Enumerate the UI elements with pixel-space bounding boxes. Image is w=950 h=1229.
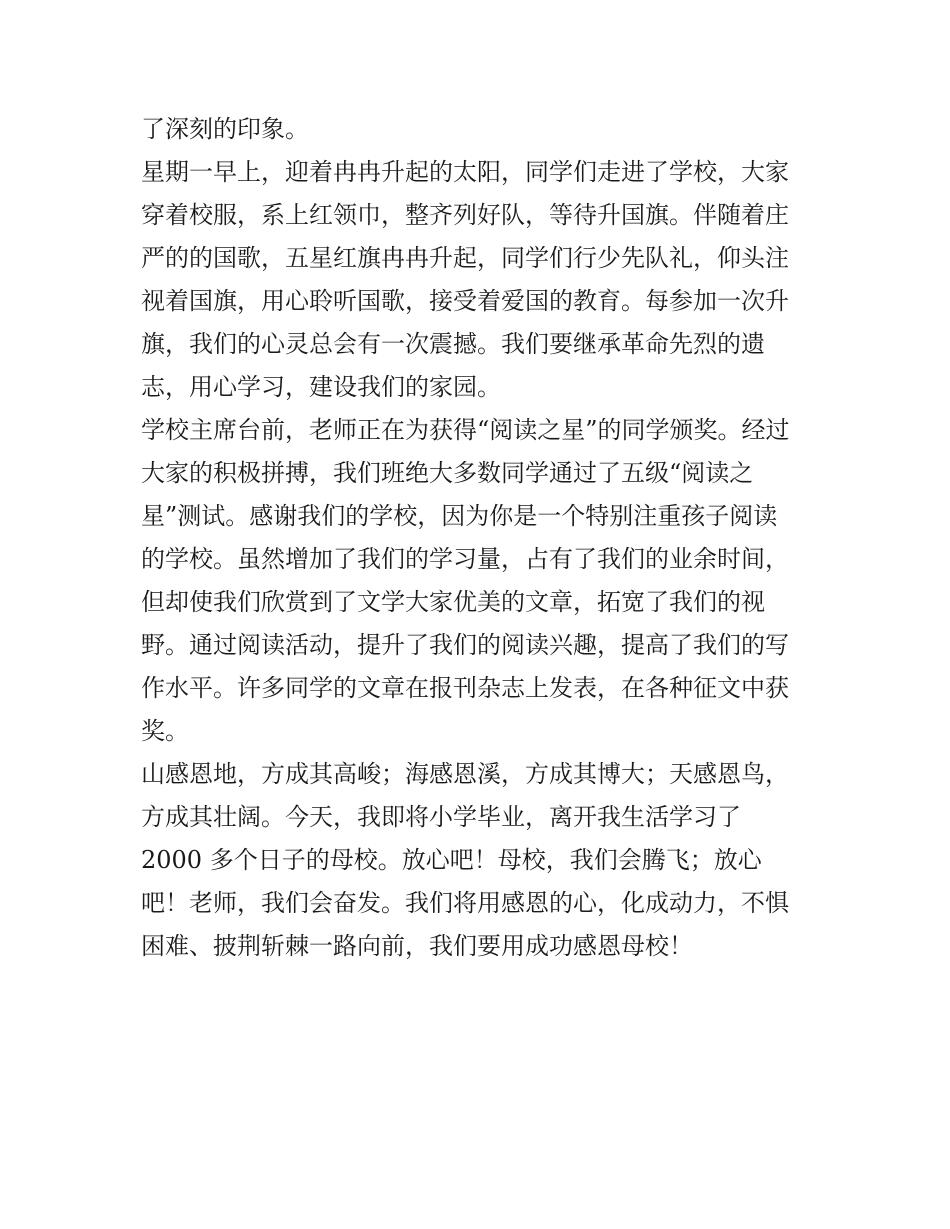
text-line: 作水平。许多同学的文章在报刊杂志上发表，在各种征文中获 <box>141 674 789 702</box>
text-line: 星”测试。感谢我们的学校，因为你是一个特别注重孩子阅读 <box>141 502 778 530</box>
text-line: 大家的积极拼搏，我们班绝大多数同学通过了五级“阅读之 <box>141 459 754 487</box>
text-line: 困难、披荆斩棘一路向前，我们要用成功感恩母校！ <box>141 932 693 960</box>
text-line: 但却使我们欣赏到了文学大家优美的文章，拓宽了我们的视 <box>141 588 765 616</box>
text-line: 的学校。虽然增加了我们的学习量，占有了我们的业余时间， <box>141 545 789 573</box>
text-line: 严的的国歌，五星红旗冉冉升起，同学们行少先队礼，仰头注 <box>141 244 789 272</box>
text-line: 穿着校服，系上红领巾，整齐列好队，等待升国旗。伴随着庄 <box>141 201 789 229</box>
text-line: 志，用心学习，建设我们的家园。 <box>141 373 501 401</box>
text-line: 方成其壮阔。今天，我即将小学毕业，离开我生活学习了 <box>141 803 741 831</box>
text-line: 星期一早上，迎着冉冉升起的太阳，同学们走进了学校，大家 <box>141 158 789 186</box>
text-line: 奖。 <box>141 717 189 745</box>
text-line: 吧！老师，我们会奋发。我们将用感恩的心，化成动力，不惧 <box>141 889 789 917</box>
text-line: 2000 多个日子的母校。放心吧！母校，我们会腾飞；放心 <box>141 846 762 874</box>
body-text <box>141 108 821 968</box>
text-line: 学校主席台前，老师正在为获得“阅读之星”的同学颁奖。经过 <box>141 416 790 444</box>
text-line: 野。通过阅读活动，提升了我们的阅读兴趣，提高了我们的写 <box>141 631 789 659</box>
text-line: 了深刻的印象。 <box>141 115 309 143</box>
text-line: 山感恩地，方成其高峻；海感恩溪，方成其博大；天感恩鸟， <box>141 760 789 788</box>
text-line: 旗，我们的心灵总会有一次震撼。我们要继承革命先烈的遗 <box>141 330 765 358</box>
text-line: 视着国旗，用心聆听国歌，接受着爱国的教育。每参加一次升 <box>141 287 789 315</box>
